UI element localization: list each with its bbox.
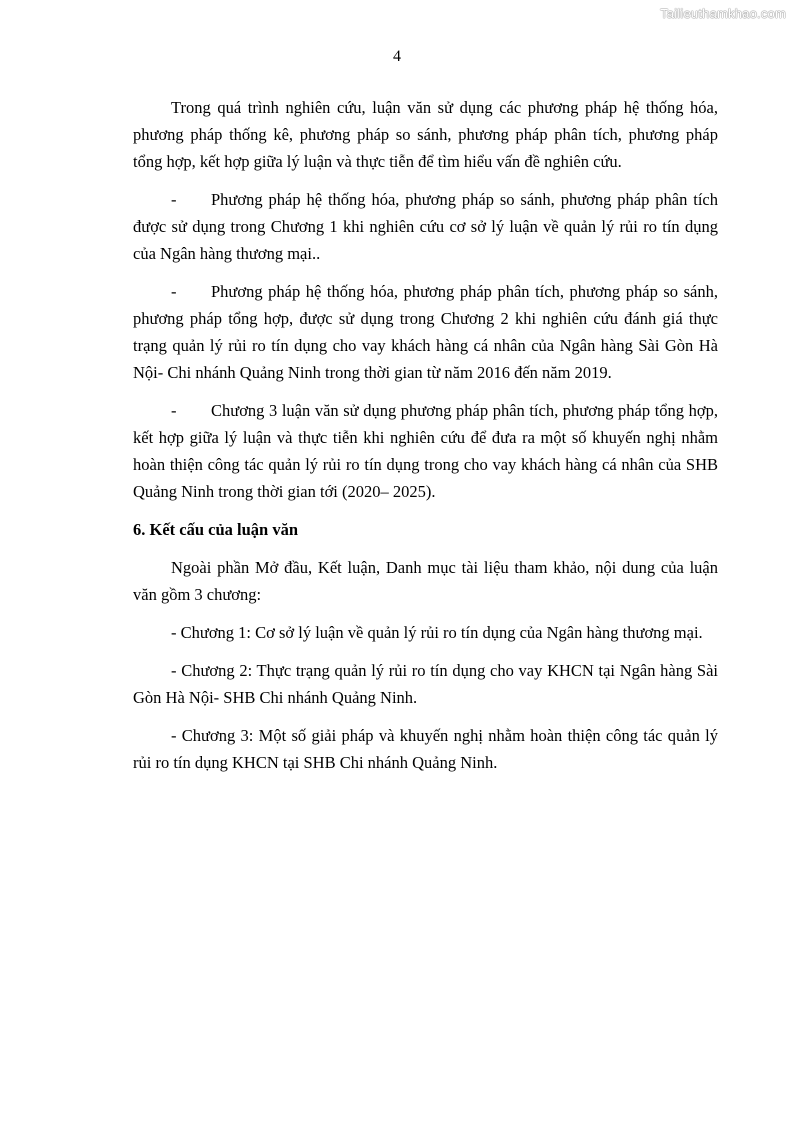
- method-bullet-2: [133, 278, 718, 386]
- page-number: 4: [393, 48, 401, 65]
- bullet-text: Phương pháp hệ thống hóa, phương pháp so sánh, phương pháp phân tích được sử dụng trong Chương 1 khi nghiên cứu cơ sở lý luận về quản lý rủi ro tín dụng của Ngân hàng thương mại..: [133, 190, 718, 263]
- chapter-item-1: - Chương 1: Cơ sở lý luận về quản lý rủi ro tín dụng của Ngân hàng thương mại.: [171, 623, 703, 642]
- method-bullet-1: [133, 186, 718, 267]
- chapter-item-3: - Chương 3: Một số giải pháp và khuyến nghị nhằm hoàn thiện công tác quản lý rủi ro tín dụng KHCN tại SHB Chi nhánh Quảng Ninh.: [133, 726, 718, 772]
- structure-intro: Ngoài phần Mở đầu, Kết luận, Danh mục tài liệu tham khảo, nội dung của luận văn gồm 3 chương:: [133, 558, 718, 604]
- bullet-dash: -: [171, 190, 177, 209]
- bullet-text: Phương pháp hệ thống hóa, phương pháp phân tích, phương pháp so sánh, phương pháp tổng hợp, được sử dụng trong Chương 2 khi nghiên cứu đánh giá thực trạng quản lý rủi ro tín dụng cho vay khách hàng cá nhân của Ngân hàng Sài Gòn Hà Nội- Chi nhánh Quảng Ninh trong thời gian từ năm 2016 đến năm 2019.: [133, 282, 718, 382]
- bullet-dash: -: [171, 401, 177, 420]
- method-bullet-3: [133, 397, 718, 505]
- watermark-text: Tailieuthamkhao.com: [660, 6, 786, 21]
- document-body: [133, 94, 718, 787]
- section-heading: 6. Kết cấu của luận văn: [133, 520, 299, 539]
- intro-paragraph: Trong quá trình nghiên cứu, luận văn sử dụng các phương pháp hệ thống hóa, phương pháp thống kê, phương pháp so sánh, phương pháp phân tích, phương pháp tổng hợp, kết hợp giữa lý luận và thực tiễn để tìm hiểu vấn đề nghiên cứu.: [133, 98, 718, 171]
- bullet-text: Chương 3 luận văn sử dụng phương pháp phân tích, phương pháp tổng hợp, kết hợp giữa lý luận và thực tiễn khi nghiên cứu để đưa ra một số khuyến nghị nhằm hoàn thiện công tác quản lý rủi ro tín dụng trong cho vay khách hàng cá nhân của SHB Quảng Ninh trong thời gian tới (2020– 2025).: [133, 401, 718, 501]
- bullet-dash: -: [171, 282, 177, 301]
- chapter-item-2: - Chương 2: Thực trạng quản lý rủi ro tín dụng cho vay KHCN tại Ngân hàng Sài Gòn Hà Nội- SHB Chi nhánh Quảng Ninh.: [133, 661, 718, 707]
